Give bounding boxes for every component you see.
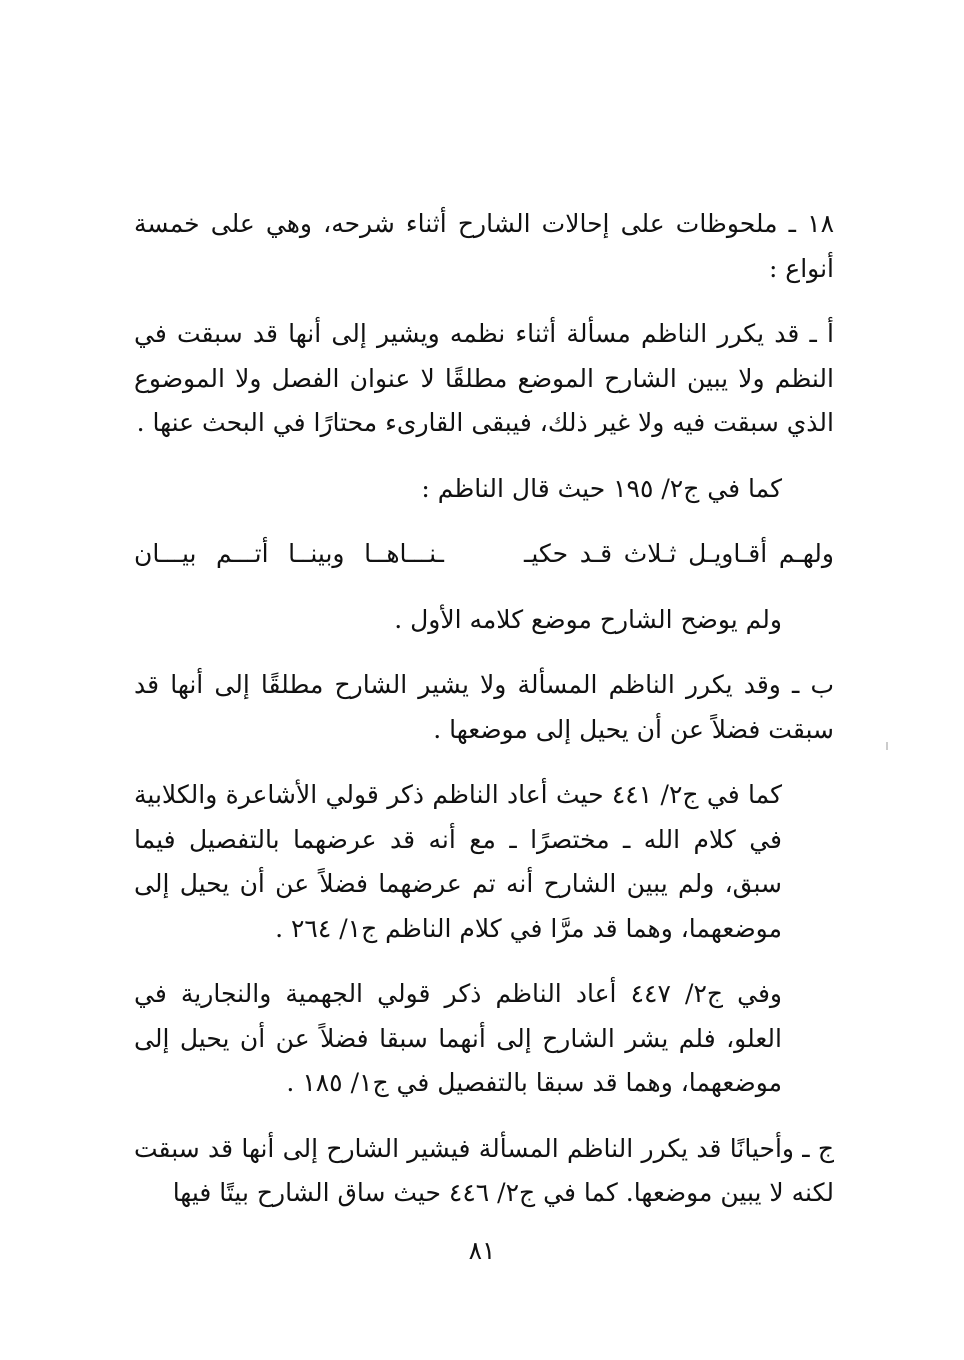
- paragraph-example-b1: [134, 773, 834, 951]
- paragraph-text: وفي ج٢/ ٤٤٧ أعاد الناظم ذكر قولي الجهمية والنجارية في العلو، فلم يشر الشارح إلى أنهما سبقا فضلاً عن أن يحيل إلى موضعهما، وهما قد سبقا بالتفصيل في ج١/ ١٨٥ .: [134, 979, 783, 1097]
- page-body: [134, 202, 834, 1237]
- paragraph-item-a: [134, 312, 834, 446]
- verse-second-hemistich: ـنـــاهــا وبينــا أتـــم بيـــان: [134, 539, 444, 568]
- paragraph-item-18: [134, 202, 834, 291]
- poem-verse: [134, 532, 834, 577]
- paragraph-item-c: [134, 1127, 834, 1216]
- paragraph-note-a: [134, 598, 834, 643]
- paragraph-item-b: [134, 663, 834, 752]
- paragraph-text: كما في ج٢/ ١٩٥ حيث قال الناظم :: [421, 473, 782, 503]
- paragraph-example-b2: [134, 972, 834, 1106]
- paragraph-text: ولم يوضح الشارح موضع كلامه الأول .: [394, 604, 782, 634]
- margin-mark: [886, 742, 888, 750]
- paragraph-text: كما في ج٢/ ٤٤١ حيث أعاد الناظم ذكر قولي الأشاعرة والكلابية في كلام الله ـ مختصرًا ـ مع أنه قد عرضهما بالتفصيل فيما سبق، ولم يبين الشارح أنه تم عرضهما فضلاً عن أن يحيل إلى موضعهما، وهما قد مرَّا في كلام الناظم ج١/ ٢٦٤ .: [134, 780, 782, 943]
- paragraph-text: ج ـ وأحيانًا قد يكرر الناظم المسألة فيشير الشارح إلى أنها قد سبقت لكنه لا يبين موضعها. كما في ج٢/ ٤٤٦ حيث ساق الشارح بيتًا فيها: [134, 1133, 834, 1207]
- paragraph-text: ب ـ وقد يكرر الناظم المسألة ولا يشير الشارح مطلقًا إلى أنها قد سبقت فضلاً عن أن يحيل إلى موضعها .: [134, 670, 834, 744]
- paragraph-text: أ ـ قد يكرر الناظم مسألة أثناء نظمه ويشير إلى أنها قد سبقت في النظم ولا يبين الشارح الموضع مطلقًا لا عنوان الفصل ولا الموضوع الذي سبقت فيه ولا غير ذلك، فيبقى القارىء محتارًا في البحث عنها .: [134, 319, 834, 437]
- page-number: ٨١: [468, 1236, 496, 1265]
- paragraph-text: ١٨ ـ ملحوظات على إحالات الشارح أثناء شرحه، وهي على خمسة أنواع :: [134, 209, 834, 283]
- paragraph-example-a: [134, 467, 834, 512]
- verse-first-hemistich: ولهـم أقـاويـل ثـلاث قـد حكيـ: [524, 539, 834, 568]
